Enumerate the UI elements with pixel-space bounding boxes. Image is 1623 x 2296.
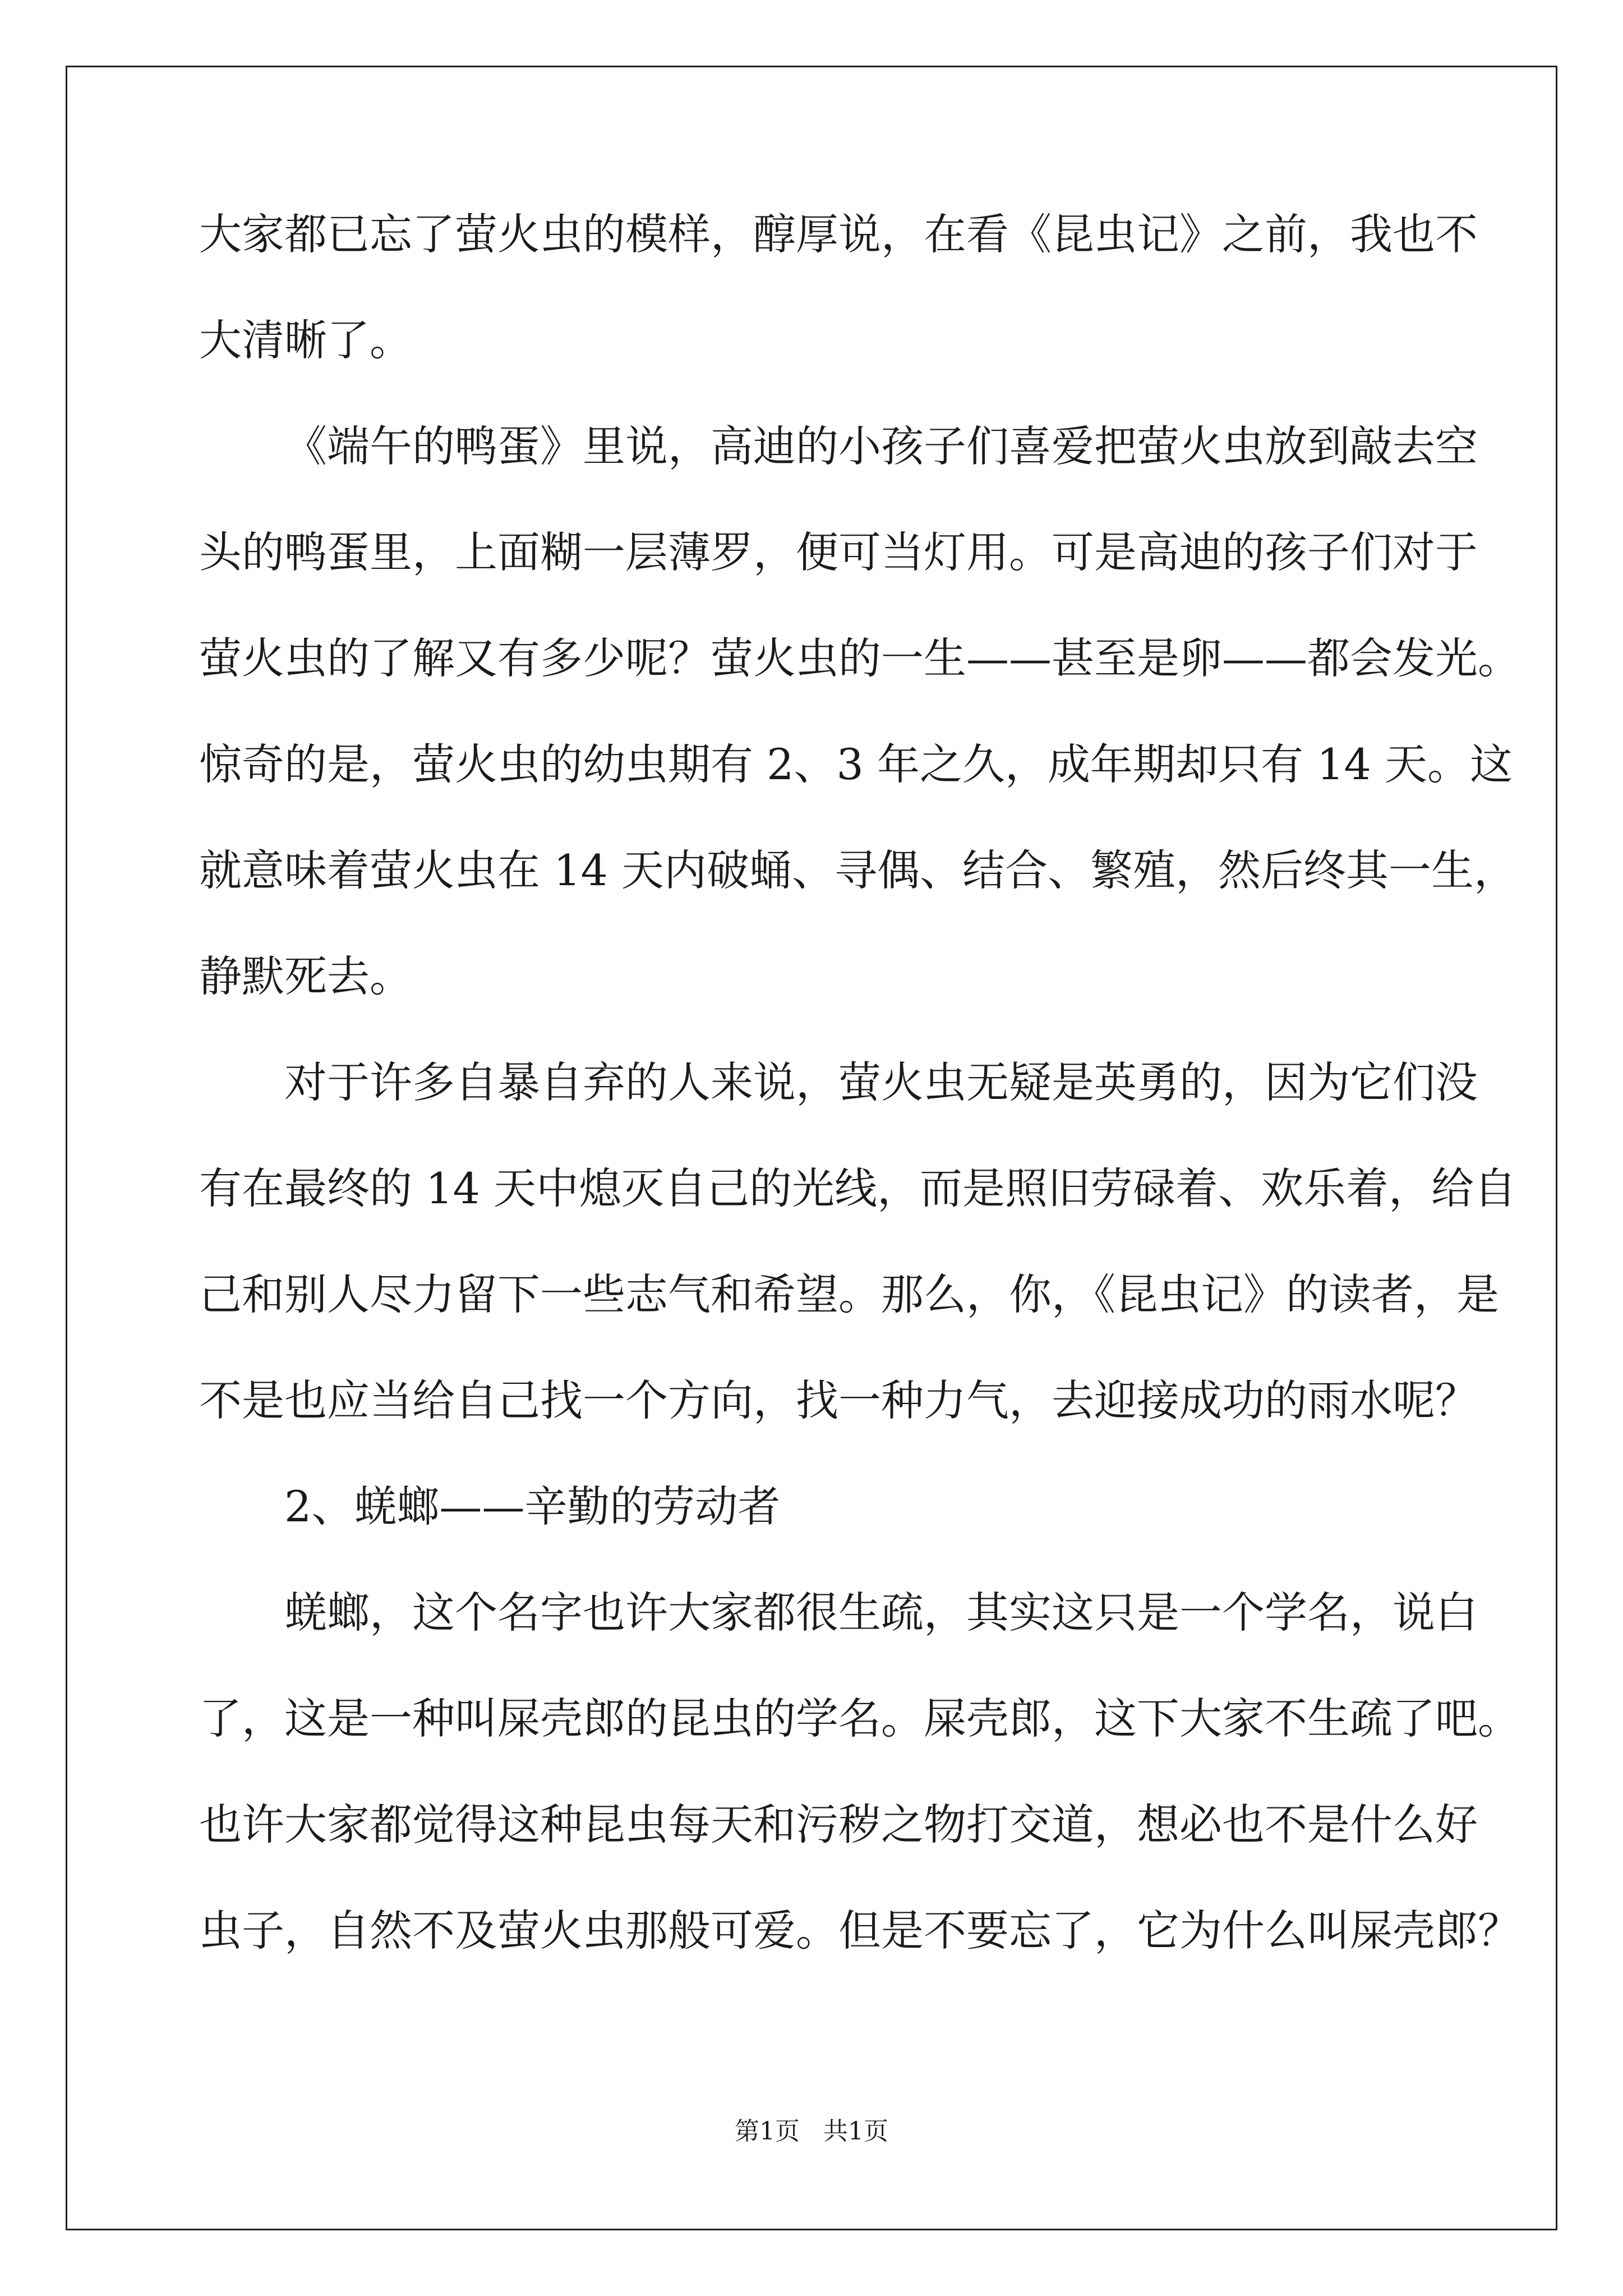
text-line: 了，这是一种叫屎壳郎的昆虫的学名。屎壳郎，这下大家不生疏了吧。: [199, 1694, 1520, 1743]
text-line: 不是也应当给自己找一个方向，找一种力气，去迎接成功的雨水呢？: [199, 1375, 1478, 1425]
text-line: 己和别人尽力留下一些志气和希望。那么，你，《昆虫记》的读者，是: [199, 1269, 1499, 1319]
text-line: 也许大家都觉得这种昆虫每天和污秽之物打交道，想必也不是什么好: [199, 1800, 1478, 1849]
document-body: [199, 209, 1520, 2016]
text-line: 大清晰了。: [199, 315, 412, 365]
text-line: 有在最终的 14 天中熄灭自己的光线，而是照旧劳碌着、欢乐着，给自: [199, 1163, 1517, 1213]
paragraph-start-line: 蜣螂，这个名字也许大家都很生疏，其实这只是一个学名，说白: [284, 1588, 1478, 1637]
paragraph-start-line: 《端午的鸭蛋》里说，高迪的小孩子们喜爱把萤火虫放到敲去空: [284, 421, 1478, 471]
section-heading: 2、蜣螂——辛勤的劳动者: [284, 1481, 781, 1531]
text-line: 萤火虫的了解又有多少呢？萤火虫的一生——甚至是卵——都会发光。: [199, 633, 1520, 683]
text-line: 大家都已忘了萤火虫的模样，醇厚说，在看《昆虫记》之前，我也不: [199, 209, 1478, 259]
text-line: 惊奇的是，萤火虫的幼虫期有 2、3 年之久，成年期却只有 14 天。这: [199, 739, 1513, 789]
text-line: 虫子，自然不及萤火虫那般可爱。但是不要忘了，它为什么叫屎壳郎？: [199, 1906, 1520, 1955]
text-line: 就意味着萤火虫在 14 天内破蛹、寻偶、结合、繁殖，然后终其一生，: [199, 845, 1517, 895]
paragraph-start-line: 对于许多自暴自弃的人来说，萤火虫无疑是英勇的，因为它们没: [284, 1057, 1478, 1107]
page-footer: 第1页 共1页: [735, 2117, 888, 2146]
text-line: 头的鸭蛋里，上面糊一层薄罗，便可当灯用。可是高迪的孩子们对于: [199, 527, 1478, 577]
text-line: 静默死去。: [199, 951, 412, 1001]
